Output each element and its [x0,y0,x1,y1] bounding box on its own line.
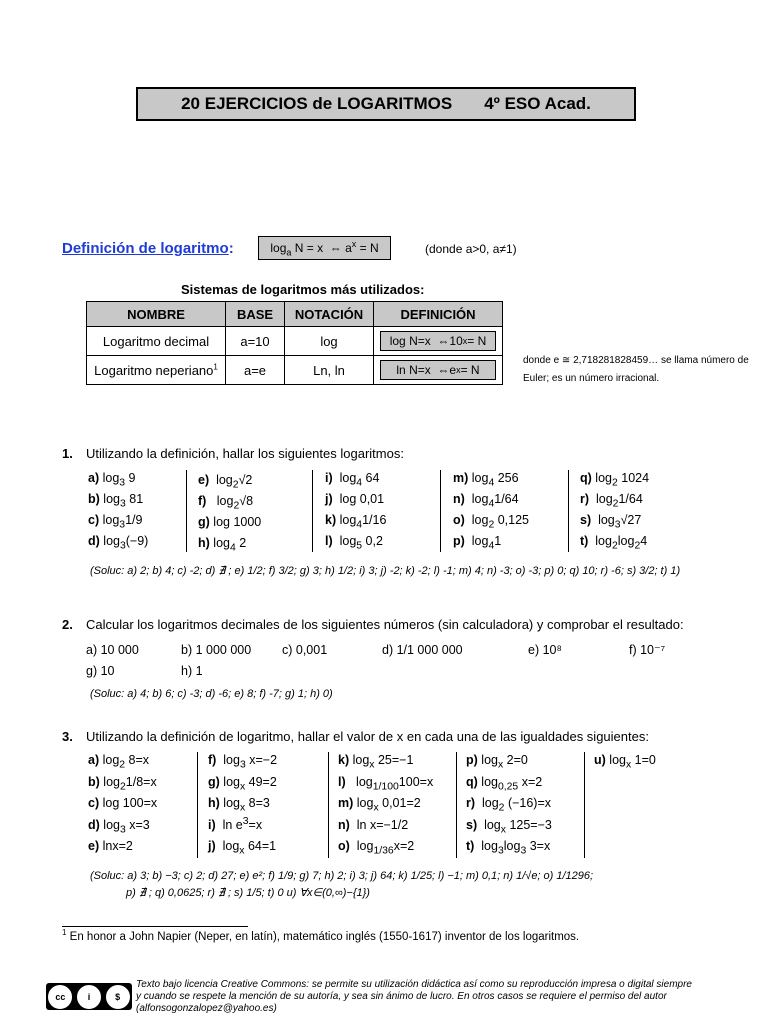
exercise2-item: h) 1 [181,664,203,678]
definition-note: (donde a>0, a≠1) [425,242,517,256]
exercise-text: Utilizando la definición de logaritmo, hallar el valor de x en cada una de las igualdades siguientes: [86,729,649,744]
table-header: BASE [226,302,285,327]
table-header: DEFINICIÓN [374,302,503,327]
exercise3-col-a: a) $\log_2 8=x$ b) $\log_21/8=x$ c) log 100=x d) $\log_3 x=3$ e) lnx=2 [88,753,158,853]
exercise2-solutions: (Soluc: a) 4; b) 6; c) -3; d) -6; e) 8; f) -7; g) 1; h) 0) [90,688,333,700]
exercise3-col-p: p) $\log_x 2=0$ q) $\log_{0,25} x=2$ r) $\log_2 (-16)=x$ s) $\log_x 125=-3$ t) $\log_3\log_3$ 3=x [466,753,552,857]
exercise1-col-a: a) $\log_3 9$ b) $\log_3 81$ c) $\log_31/9$ d) $\log_3(-9)$ [88,471,149,552]
exercise3-col-k: k) $\log_x 25=-1$ l) $\log_{1/100}100=x$ m) $\log_x 0,01=2$ n) ln x=−1/2 o) $\log_{1/36}x=2$ [338,753,434,857]
page-title: 20 EJERCICIOS de LOGARITMOS [181,94,453,113]
license-text: Texto bajo licencia Creative Commons: se permite su utilización didáctica así como su reproducción impresa o digital siempre y cuando se respete la mención de su autoría, y sea sin ánimo de lucro. En otros casos se requiere el permiso del autor (alfonsogonzalopez@yahoo.es) [136,979,692,1014]
exercise2-item: a) 10 000 [86,643,139,657]
exercise2-item: f) 10⁻⁷ [629,643,666,657]
definition-label: Definición de logaritmo: [62,240,234,257]
exercise1-col-e: e) $\log_2√2$ f) $\log_2√8$ g) log 1000 h) $\log_4 2$ [198,473,262,554]
exercise3-solutions-line2: p) ∄ ; q) 0,0625; r) ∄ ; s) 1/5; t) 0 u) ∀x∈(0,∞)−{1}) [126,887,370,899]
exercise1-col-m: m) $\log_4 256$ n) $\log_41/64$ o) $\log_2 0,125$ p) $\log_41$ [453,471,530,552]
nc-icon: $ [106,985,130,1009]
exercise-number: 2. [62,617,73,632]
systems-title: Sistemas de logaritmos más utilizados: [181,282,425,297]
table-header: NOMBRE [87,302,226,327]
table-header: NOTACIÓN [285,302,374,327]
exercise-number: 3. [62,729,73,744]
exercise-text: Calcular los logaritmos decimales de los siguientes números (sin calculadora) y comprobar el resultado: [86,617,684,632]
exercise1-col-q: q) $\log_2 1024$ r) $\log_21/64$ s) $\log_3√27$ t) $\log_2\log_24$ [580,471,650,552]
definition-formula: $\log_a N = x$ ⇔ $a^x = N$ [258,236,391,260]
cc-icon: cc [48,985,72,1009]
table-row: Logaritmo neperiano$^1$ a=e Ln, ln ln N=x ⇔e x = N [87,356,503,385]
exercise1-solutions: (Soluc: a) 2; b) 4; c) -2; d) ∄ ; e) 1/2; f) 3/2; g) 3; h) 1/2; i) 3; j) -2; k) -2; l) -1; m) 4; n) -3; o) -3; p) 0; q) 10; r) -6; s) 3/2; t) 1) [90,565,681,577]
euler-note: donde e ≅ 2,718281828459… se llama número de Euler; es un número irracional. [523,355,749,384]
exercise-text: Utilizando la definición, hallar los siguientes logaritmos: [86,446,404,461]
title-box [136,87,636,121]
exercise3-col-f: f) $\log_3 x=-2$ g) $\log_x 49=2$ h) $\log_x 8=3$ i) $\ln e^3=x$ j) $\log_x 64=1$ [208,753,278,857]
course-label: 4º ESO Acad. [484,94,591,113]
exercise-number: 1. [62,446,73,461]
exercise1-col-i: i) $\log_4 64$ j) log 0,01 k) $\log_41/16$ l) $\log_5 0,2$ [325,471,387,552]
exercise2-item: c) 0,001 [282,643,328,657]
by-icon: i [77,985,101,1009]
footnote: $^1$ En honor a John Napier (Neper, en latín), matemático inglés (1550-1617) inventor de los logaritmos. [62,928,580,943]
exercise2-item: g) 10 [86,664,115,678]
exercise2-item: d) 1/1 000 000 [382,643,463,657]
exercise3-solutions-line1: (Soluc: a) 3; b) −3; c) 2; d) 27; e) e²; f) 1/9; g) 7; h) 2; i) 3; j) 64; k) 1/25; l) −1; m) 0,1; n) 1/√e; o) 1/1296; [90,870,594,882]
exercise3-col-u: u) $\log_x 1=0$ [594,753,656,771]
table-row: Logaritmo decimal a=10 log log N=x ⇔10 x = N [87,327,503,356]
systems-table [86,301,503,385]
exercise2-item: b) 1 000 000 [181,643,252,657]
footnote-divider [62,926,248,927]
exercise2-item: e) 10⁸ [528,643,562,657]
cc-license-logo [46,983,132,1010]
